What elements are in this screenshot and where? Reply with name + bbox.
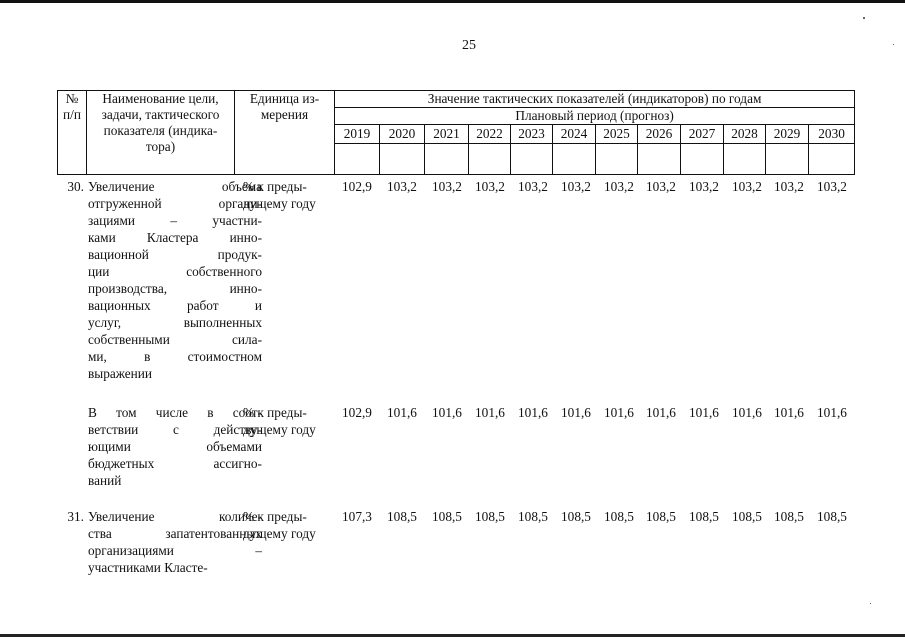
value-cell: 101,6 (646, 405, 676, 420)
header-year: 2028 (724, 125, 766, 144)
row-unit: % к преды- дущему году (243, 405, 316, 437)
value-cell: 102,9 (342, 405, 372, 420)
value-cell: 101,6 (432, 405, 462, 420)
header-year: 2023 (511, 125, 553, 144)
row-unit: % к преды- дущему году (243, 509, 316, 541)
row-name: Увеличение объема отгруженной органи- зациями – участни- ками Кластера инно- вационной продук- ции собственного производства, инно- вационных работ и услуг, выполненных собственными сила- ми, в стоимостном выражении (88, 179, 262, 381)
value-cell: 108,5 (774, 509, 804, 524)
row-number: 31. (67, 509, 84, 524)
row-name: Увеличение количе- ства запатентованных организациями – участниками Класте- (88, 509, 262, 575)
scan-speck (893, 44, 894, 45)
value-cell: 101,6 (732, 405, 762, 420)
value-cell: 108,5 (689, 509, 719, 524)
value-cell: 101,6 (817, 405, 847, 420)
value-cell: 101,6 (387, 405, 417, 420)
value-cell: 101,6 (518, 405, 548, 420)
value-cell: 103,2 (432, 179, 462, 194)
header-value-group: Значение тактических показателей (индикаторов) по годам (335, 91, 855, 108)
value-cell: 108,5 (387, 509, 417, 524)
scan-edge-top (0, 0, 905, 3)
table-header (57, 90, 855, 175)
value-cell: 101,6 (774, 405, 804, 420)
row-name: В том числе в соот- ветствии с действу- ющими объемами бюджетных ассигно- ваний (88, 405, 262, 488)
header-year: 2029 (766, 125, 809, 144)
value-cell: 103,2 (732, 179, 762, 194)
scan-edge-bottom (0, 634, 905, 637)
value-cell: 108,5 (561, 509, 591, 524)
value-cell: 108,5 (518, 509, 548, 524)
value-cell: 108,5 (604, 509, 634, 524)
row-number: 30. (67, 179, 84, 194)
header-year: 2022 (469, 125, 511, 144)
value-cell: 108,5 (432, 509, 462, 524)
value-cell: 101,6 (604, 405, 634, 420)
scan-speck (863, 17, 865, 19)
header-col-unit: Единица из- мерения (235, 91, 335, 175)
value-cell: 103,2 (387, 179, 417, 194)
header-year: 2025 (596, 125, 638, 144)
value-cell: 103,2 (561, 179, 591, 194)
value-cell: 103,2 (475, 179, 505, 194)
value-cell: 101,6 (561, 405, 591, 420)
value-cell: 108,5 (475, 509, 505, 524)
scan-speck (870, 603, 871, 604)
value-cell: 103,2 (689, 179, 719, 194)
header-col-name: Наименование цели, задачи, тактического показателя (индика- тора) (87, 91, 235, 175)
header-col-number: № п/п (58, 91, 87, 175)
header-year: 2027 (681, 125, 724, 144)
value-cell: 107,3 (342, 509, 372, 524)
value-cell: 108,5 (732, 509, 762, 524)
value-cell: 103,2 (817, 179, 847, 194)
page-number: 25 (462, 38, 476, 53)
value-cell: 103,2 (646, 179, 676, 194)
value-cell: 108,5 (817, 509, 847, 524)
value-cell: 102,9 (342, 179, 372, 194)
value-cell: 103,2 (604, 179, 634, 194)
value-cell: 101,6 (689, 405, 719, 420)
value-cell: 108,5 (646, 509, 676, 524)
header-year: 2026 (638, 125, 681, 144)
value-cell: 103,2 (518, 179, 548, 194)
header-year: 2024 (553, 125, 596, 144)
header-plan-period: Плановый период (прогноз) (335, 108, 855, 125)
value-cell: 101,6 (475, 405, 505, 420)
value-cell: 103,2 (774, 179, 804, 194)
header-year: 2020 (380, 125, 425, 144)
header-year: 2019 (335, 125, 380, 144)
header-year: 2030 (809, 125, 855, 144)
row-unit: % к преды- дущему году (243, 179, 316, 211)
header-year: 2021 (425, 125, 469, 144)
